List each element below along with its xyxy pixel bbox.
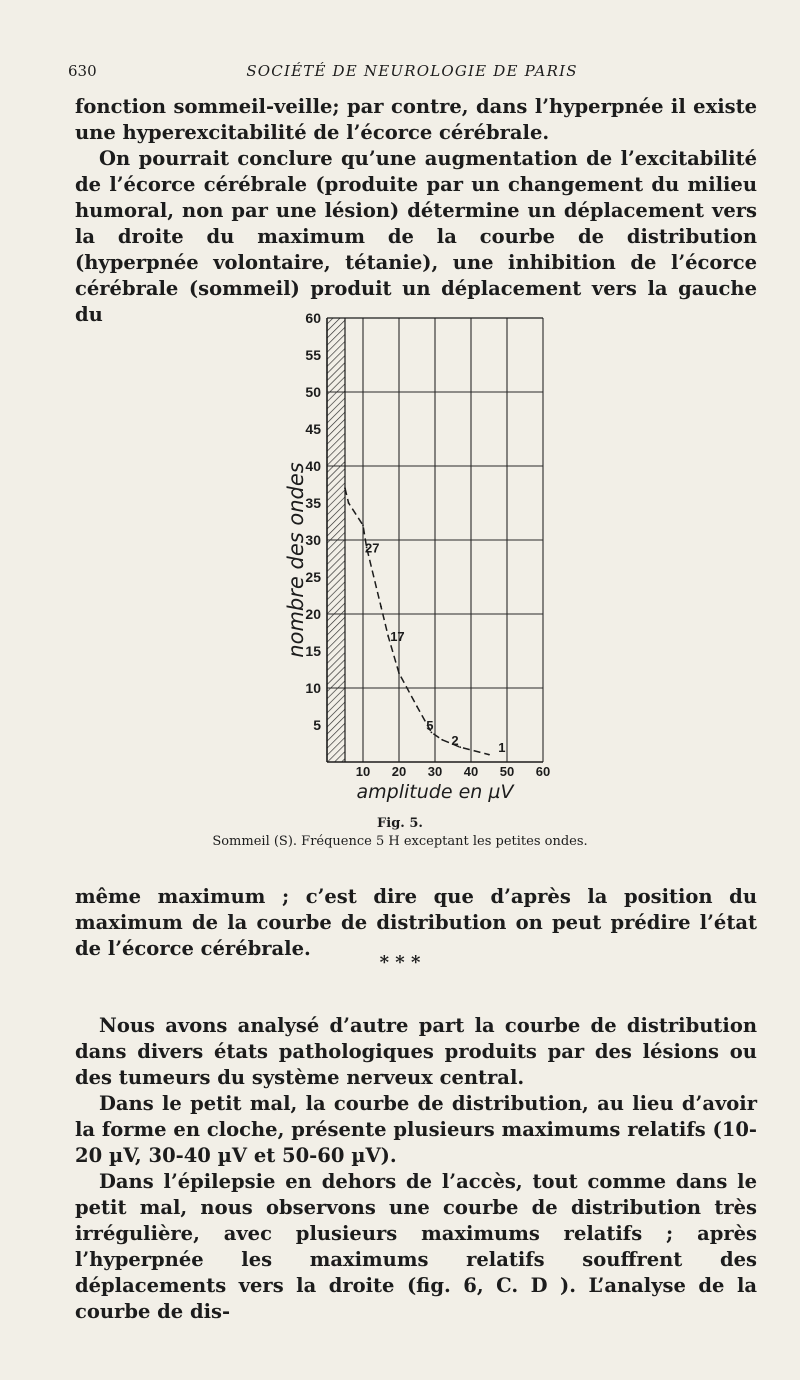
y-tick-label: 15	[305, 643, 321, 659]
paragraph: On pourrait conclure qu’une augmentation de l’excitabilité de l’écorce cérébrale (produite par un changement du milieu humoral, non par une lésion) détermine un déplacement vers la droite du maximum de la courbe de distribution (hyperpnée volontaire, tétanie), une inhibition de l’écorce cérébrale (sommeil) produit un déplacement vers la gauche du	[75, 147, 757, 326]
data-point	[380, 606, 382, 608]
y-tick-label: 30	[305, 532, 321, 548]
section-break-asterism: * * *	[379, 952, 421, 973]
figure-label: Fig. 5.	[377, 816, 423, 831]
data-point	[387, 635, 389, 637]
data-point	[344, 487, 346, 489]
x-tick-label: 60	[535, 764, 551, 779]
running-head	[68, 62, 756, 84]
y-tick-label: 5	[313, 717, 321, 733]
paragraph: fonction sommeil-veille; par contre, dans l’hyperpnée il existe une hyperexcitabilité de l’écorce cérébrale.	[75, 95, 757, 144]
x-tick-label: 30	[427, 764, 443, 779]
y-tick-label: 50	[305, 384, 321, 400]
series-line	[345, 488, 489, 754]
figure-5-chart	[0, 300, 800, 820]
page-number: 630	[68, 62, 97, 80]
y-tick-label: 55	[305, 347, 321, 363]
data-label: 1	[498, 740, 506, 756]
figure-caption: Sommeil (S). Fréquence 5 H exceptant les petites ondes.	[212, 834, 588, 849]
data-point	[398, 672, 400, 674]
y-tick-label: 20	[305, 606, 321, 622]
data-point	[348, 502, 350, 504]
chart-plot-area	[284, 310, 550, 803]
y-tick-label: 35	[305, 495, 321, 511]
data-point	[416, 706, 418, 708]
paragraph: Dans l’épilepsie en dehors de l’accès, tout comme dans le petit mal, nous observons une courbe de distribution très irrégulière, avec plusieurs maximums relatifs ; après l’hyperpnée les maximums relatifs souffrent des déplacements vers la droite (fig. 6, C. D ). L’analyse de la courbe de dis-	[75, 1170, 757, 1323]
data-point	[459, 746, 461, 748]
y-tick-label: 45	[305, 421, 321, 437]
data-label: 17	[390, 629, 405, 645]
body-text-middle	[75, 884, 757, 962]
y-tick-label: 40	[305, 458, 321, 474]
x-axis-label: amplitude en µV	[356, 781, 514, 803]
x-tick-label: 10	[355, 764, 371, 779]
x-tick-label: 50	[499, 764, 515, 779]
paragraph: Nous avons analysé d’autre part la courbe de distribution dans divers états pathologiques produits par des lésions ou des tumeurs du système nerveux central.	[75, 1014, 757, 1089]
paragraph: même maximum ; c’est dire que d’après la position du maximum de la courbe de distribution on peut prédire l’état de l’écorce cérébrale.	[75, 885, 757, 960]
data-label: 2	[451, 732, 459, 748]
y-tick-label: 25	[305, 569, 321, 585]
data-point	[441, 739, 443, 741]
x-tick-label: 20	[391, 764, 407, 779]
y-tick-label: 60	[305, 310, 321, 326]
x-tick-label: 40	[463, 764, 479, 779]
y-tick-label: 10	[305, 680, 321, 696]
body-text-bottom	[75, 1013, 757, 1325]
journal-title: SOCIÉTÉ DE NEUROLOGIE DE PARIS	[246, 62, 578, 80]
body-text-top	[75, 94, 757, 328]
data-label: 27	[365, 540, 380, 556]
y-axis-label: nombre des ondes	[284, 462, 308, 658]
data-label: 5	[426, 718, 434, 733]
paragraph: Dans le petit mal, la courbe de distribution, au lieu d’avoir la forme en cloche, présente plusieurs maximums relatifs (10-20 µV, 30-40 µV et 50-60 µV).	[75, 1092, 757, 1167]
data-point	[362, 524, 364, 526]
data-point	[488, 754, 490, 756]
